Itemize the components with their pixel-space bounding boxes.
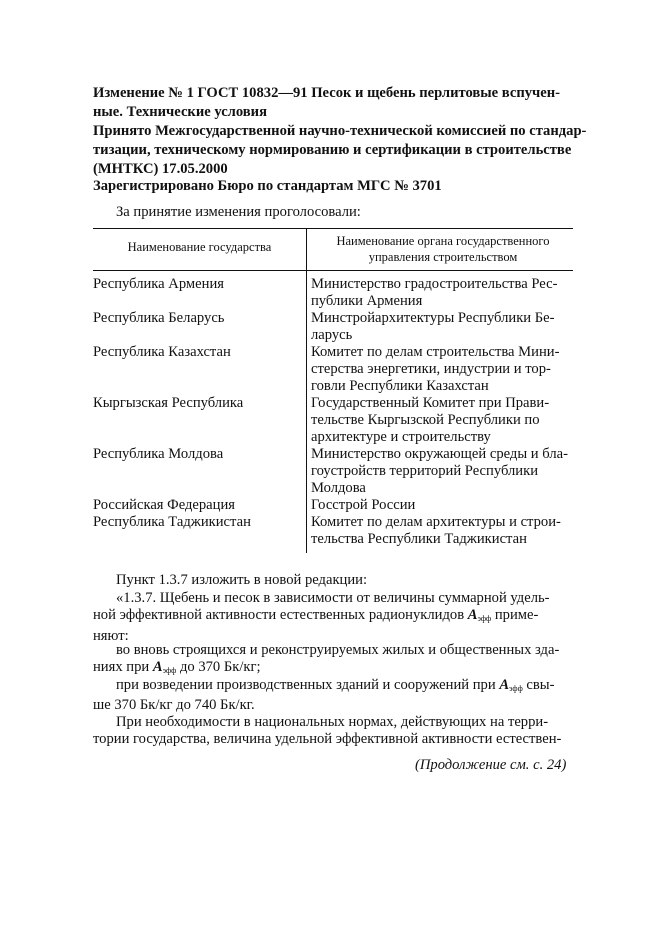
state-name: Республика Беларусь (93, 310, 225, 326)
authority-name (311, 446, 573, 498)
paragraph-line: тории государства, величина удельной эффективной активности естествен- (93, 731, 562, 748)
paragraph-line: Пункт 1.3.7 изложить в новой редакции: (116, 572, 368, 588)
amendment-title-line: Изменение № 1 ГОСТ 10832—91 Песок и щебень перлитовые вспучен- (93, 85, 561, 101)
symbol-a: А (467, 607, 478, 624)
symbol-subscript: эфф (162, 666, 177, 676)
authority-line: стерства энергетики, индустрии и тор- (311, 361, 551, 378)
text-run: приме- (491, 607, 539, 624)
state-name: Российская Федерация (93, 497, 235, 513)
table-column-divider (306, 228, 307, 553)
text-run: ной эффективной активности естественных радионуклидов (93, 607, 468, 624)
authority-line: Минстройархитектуры Республики Бе- (311, 310, 555, 326)
paragraph-line: ше 370 Бк/кг до 740 Бк/кг. (93, 697, 255, 714)
authority-line: Госстрой России (311, 497, 416, 513)
text-run: свы- (522, 677, 555, 693)
authority-line: Комитет по делам строительства Мини- (311, 344, 560, 360)
authority-line: Министерство градостроительства Рес- (311, 276, 558, 292)
paragraph-line (93, 607, 573, 627)
authority-name (311, 497, 573, 514)
authority-line: публики Армения (311, 293, 423, 310)
paragraph-residential (93, 642, 573, 680)
authority-line: гоустройств территорий Республики (311, 463, 539, 480)
paragraph-amend-clause (93, 572, 573, 589)
paragraph-national-norms (93, 714, 573, 749)
voted-intro: За принятие изменения проголосовали: (116, 204, 361, 220)
symbol-subscript: эфф (509, 684, 523, 693)
registered-statement (93, 177, 573, 196)
state-name: Республика Таджикистан (93, 514, 251, 530)
accepted-line: (МНТКС) 17.05.2000 (93, 161, 228, 177)
table-header-body (313, 233, 573, 265)
paragraph-line: няют: (93, 627, 129, 644)
text-run: до 370 Бк/кг; (176, 659, 261, 676)
state-name: Кыргызская Республика (93, 395, 244, 411)
authority-line: Государственный Комитет при Прави- (311, 395, 550, 411)
accepted-line: Принято Межгосударственной научно-технической комиссией по стандар- (93, 123, 587, 139)
symbol-a: А (152, 659, 163, 676)
text-run: ниях при (93, 659, 153, 676)
state-name: Республика Молдова (93, 446, 224, 462)
authority-line: Комитет по делам архитектуры и строи- (311, 514, 561, 530)
authority-line: Молдова (311, 480, 366, 497)
accepted-statement (93, 122, 587, 179)
amendment-title (93, 84, 573, 122)
table-header-rule (93, 270, 573, 271)
symbol-a: А (499, 677, 510, 693)
authority-line: тельстве Кыргызской Республики по (311, 412, 540, 429)
authority-line: архитектуре и строительству (311, 429, 491, 446)
continuation-note: (Продолжение см. с. 24) (415, 757, 567, 773)
paragraph-industrial (93, 677, 573, 715)
symbol-subscript: эфф (477, 614, 492, 624)
authority-name (311, 276, 573, 310)
paragraph-line: При необходимости в национальных нормах, действующих на терри- (116, 714, 549, 730)
table-header-body-line: Наименование органа государственного (336, 234, 550, 248)
authority-name (311, 310, 573, 344)
paragraph-line: «1.3.7. Щебень и песок в зависимости от величины суммарной удель- (116, 590, 550, 606)
authority-line: говли Республики Казахстан (311, 378, 489, 395)
amendment-title-line: ные. Технические условия (93, 104, 267, 120)
registered-line: Зарегистрировано Бюро по стандартам МГС № 3701 (93, 178, 442, 194)
table-header-state: Наименование государства (127, 240, 272, 254)
table-top-rule (93, 228, 573, 229)
authority-name (311, 395, 573, 447)
text-run: при возведении производственных зданий и сооружений при (116, 677, 500, 693)
paragraph-clause-text (93, 590, 573, 645)
voting-table (93, 228, 573, 553)
authority-line: Министерство окружающей среды и бла- (311, 446, 568, 462)
state-name: Республика Армения (93, 276, 224, 292)
accepted-line: тизации, техническому нормированию и сертификации в строительстве (93, 142, 572, 158)
authority-name (311, 514, 573, 548)
authority-name (311, 344, 573, 396)
state-name: Республика Казахстан (93, 344, 231, 360)
authority-line: ларусь (311, 327, 353, 344)
paragraph-line (93, 677, 573, 697)
authority-line: тельства Республики Таджикистан (311, 531, 527, 548)
paragraph-line: во вновь строящихся и реконструируемых жилых и общественных зда- (116, 642, 560, 658)
table-header-body-line: управления строительством (368, 250, 518, 264)
